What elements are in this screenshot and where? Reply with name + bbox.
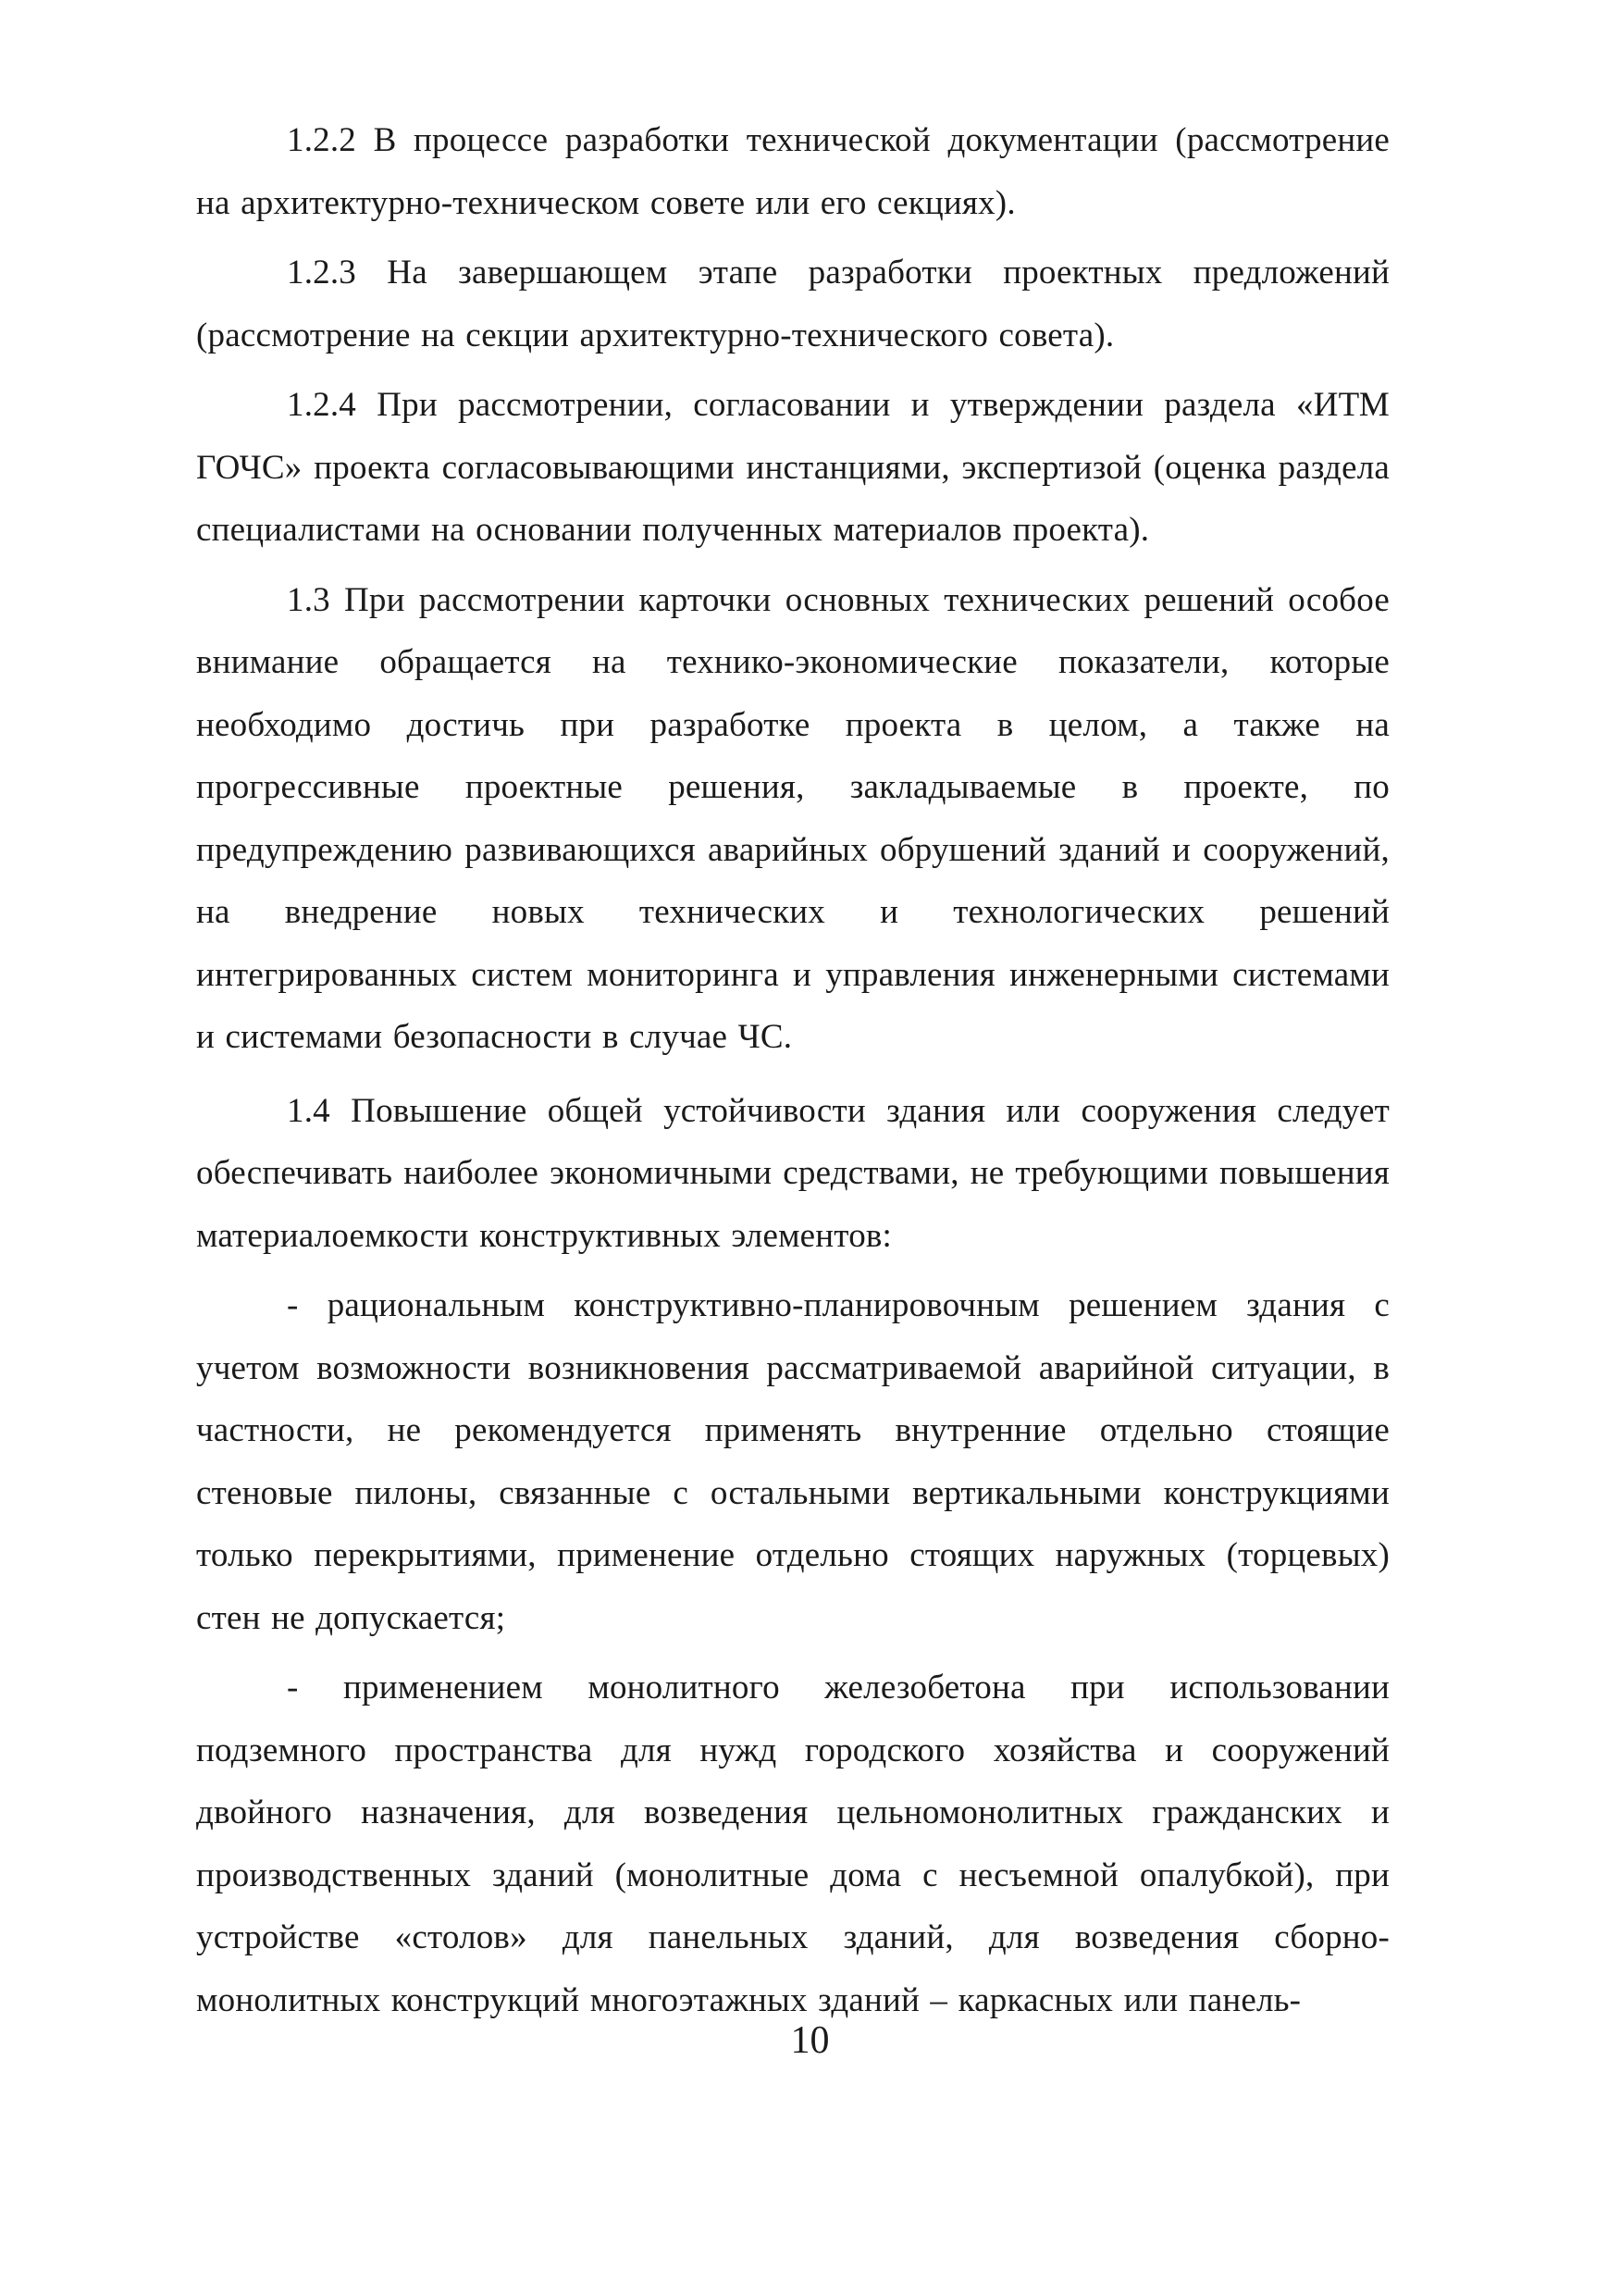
paragraph-1-2-3: 1.2.3 На завершающем этапе разработки проектных предложений (рассмотрение на секции архитектурно-технического совета). — [196, 254, 1390, 354]
paragraph-1-3: 1.3 При рассмотрении карточки основных технических решений особое внимание обращается на технико-экономические показатели, которые необходимо достичь при разработке проекта в целом, а также на прогрессивные проектные решения, закладываемые в проекте, по предупреждению развивающихся аварийных обрушений зданий и сооружений, на внедрение новых технических и технологических решений интегрированных систем мониторинга и управления инженерными системами и системами безопасности в случае ЧС. — [196, 580, 1390, 1056]
paragraph-1-2-4: 1.2.4 При рассмотрении, согласовании и утверждении раздела «ИТМ ГОЧС» проекта согласовывающими инстанциями, экспертизой (оценка раздела специалистами на основании полученных материалов проекта). — [196, 386, 1390, 549]
paragraph-1-4: 1.4 Повышение общей устойчивости здания или сооружения следует обеспечивать наиболее экономичными средствами, не требующими повышения материалоемкости конструктивных элементов: — [196, 1091, 1390, 1255]
page-number: 10 — [790, 2019, 830, 2062]
list-item-monolithic-concrete: - применением монолитного железобетона при использовании подземного пространства для нужд городского хозяйства и сооружений двойного назначения, для возведения цельномонолитных гражданских и производственных зданий (монолитные дома с несъемной опалубкой), при устройстве «столов» для панельных зданий, для возведения сборно-монолитных конструкций многоэтажных зданий – каркасных или панель- — [196, 1669, 1390, 2019]
document-page — [196, 109, 1390, 2039]
list-item-structural-planning: - рациональным конструктивно-планировочным решением здания с учетом возможности возникновения рассматриваемой аварийной ситуации, в частности, не рекомендуется применять внутренние отдельно стоящие стеновые пилоны, связанные с остальными вертикальными конструкциями только перекрытиями, применение отдельно стоящих наружных (торцевых) стен не допускается; — [196, 1286, 1390, 1637]
paragraph-1-2-2: 1.2.2 В процессе разработки технической документации (рассмотрение на архитектурно-техническом совете или его секциях). — [196, 121, 1390, 222]
